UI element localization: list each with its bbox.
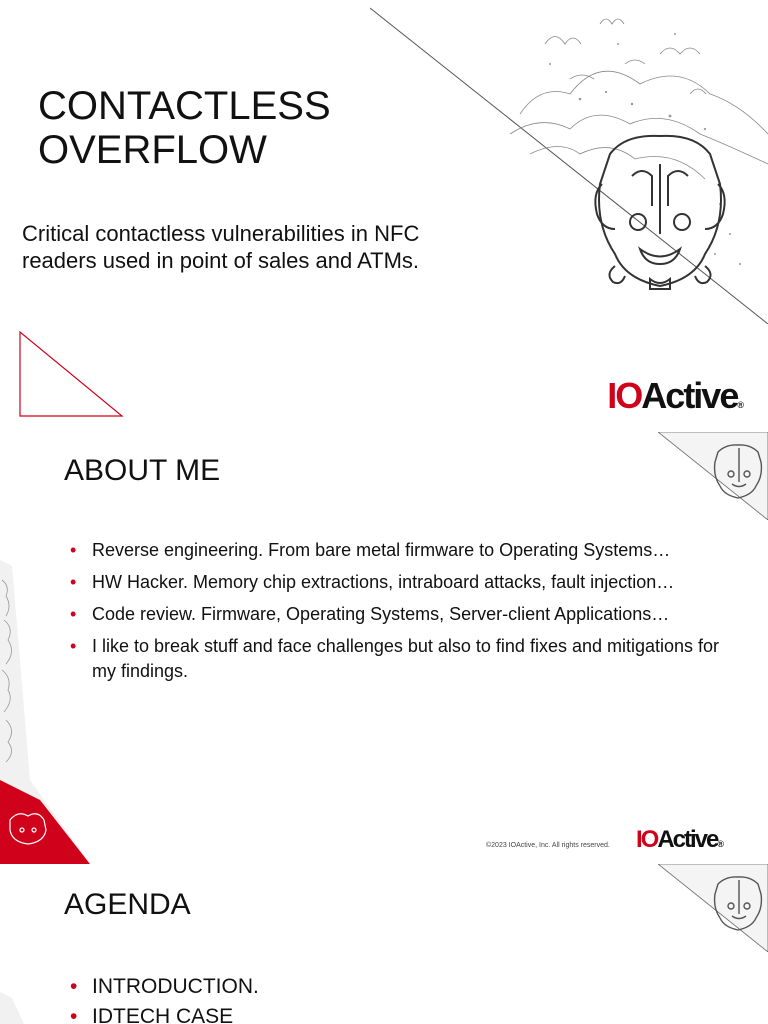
title-line-2: OVERFLOW — [38, 128, 267, 172]
logo-reg-mark: ® — [717, 839, 725, 849]
bullet-icon: • — [70, 636, 77, 656]
title-line-1: CONTACTLESS — [38, 84, 331, 128]
bullet-icon: • — [70, 572, 77, 592]
list-item-text: IDTECH CASE — [92, 1005, 234, 1024]
logo-io: IO — [636, 826, 658, 853]
mask-illustration-icon — [370, 4, 768, 324]
ioactive-logo — [636, 826, 724, 854]
copyright-notice: ©2023 IOActive, Inc. All rights reserved. — [486, 842, 610, 849]
slide-title — [38, 84, 331, 172]
slide-title: AGENDA — [64, 888, 191, 921]
list-item — [70, 538, 730, 563]
logo-active: Active — [641, 375, 738, 416]
list-item — [70, 634, 730, 684]
bullet-icon: • — [70, 540, 77, 560]
bullet-icon: • — [70, 1005, 78, 1024]
about-bullet-list — [70, 538, 730, 691]
about-slide — [0, 432, 768, 864]
list-item-text: INTRODUCTION. — [92, 975, 259, 998]
ioactive-logo — [607, 375, 744, 417]
mask-corner-icon — [658, 432, 768, 520]
list-item-text: Code review. Firmware, Operating Systems, Server-client Applications… — [92, 604, 670, 624]
agenda-slide — [0, 864, 768, 1024]
logo-reg-mark: ® — [737, 400, 744, 410]
mask-corner-icon — [658, 864, 768, 952]
logo-io: IO — [607, 375, 642, 416]
list-item — [70, 602, 730, 627]
red-triangle-decoration — [18, 330, 124, 418]
title-slide — [0, 0, 768, 432]
list-item — [70, 1002, 259, 1024]
logo-active: Active — [657, 826, 718, 853]
list-item — [70, 972, 259, 1002]
list-item-text: Reverse engineering. From bare metal firmware to Operating Systems… — [92, 540, 671, 560]
left-splash-decoration — [0, 992, 40, 1024]
slide-title: ABOUT ME — [64, 454, 221, 487]
bullet-icon: • — [70, 604, 77, 624]
list-item — [70, 570, 730, 595]
list-item-text: HW Hacker. Memory chip extractions, intraboard attacks, fault injection… — [92, 572, 675, 592]
bullet-icon: • — [70, 975, 78, 998]
slide-subtitle: Critical contactless vulnerabilities in NFC readers used in point of sales and ATMs. — [22, 221, 420, 273]
list-item-text: I like to break stuff and face challenges but also to find fixes and mitigations for my findings. — [92, 636, 720, 681]
agenda-bullet-list — [70, 972, 259, 1024]
